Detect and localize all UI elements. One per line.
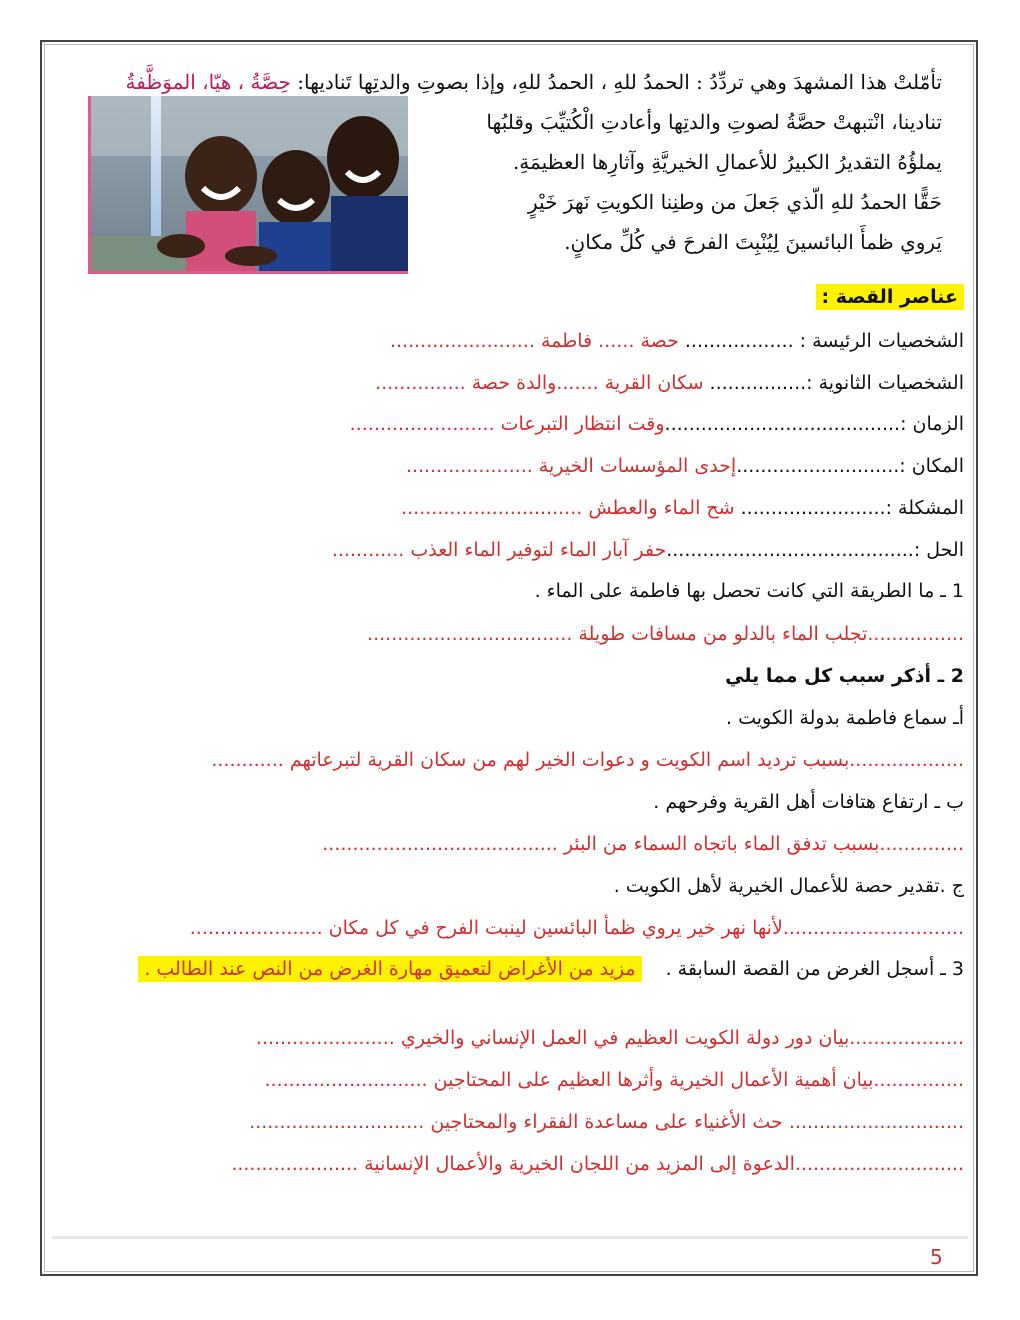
place-row [54,455,964,477]
story-line-1-highlight: حِصَّةُ ، هيّا، الموَظَّفةُ [125,70,291,94]
question-2a-answer: ...................بسبب ترديد اسم الكويت و دعوات الخير لهم من سكان القرية لتبرعاتهم ............ [211,749,964,771]
question-1-answer: ................تجلب الماء بالدلو من مسافات طويلة .................................. [367,623,964,645]
solution-row [54,539,964,561]
solution-label: الحل :......................................... [666,539,964,561]
problem-row [54,497,964,519]
main-characters-answer: حصة ...... فاطمة ........................ [389,330,685,352]
question-2c: ج .تقدير حصة للأعمال الخيرية لأهل الكويت . [613,875,964,897]
question-1: 1 ـ ما الطريقة التي كانت تحصل بها فاطمة على الماء . [534,580,964,602]
page-number: 5 [930,1245,943,1269]
story-line-3: يملؤُهُ التقديرُ الكبيرُ للأعمالِ الخيريَّةِ وآثارِها العظيمَةِ. [512,150,942,174]
question-2b: ب ـ ارتفاع هتافات أهل القرية وفرحهم . [653,791,964,813]
place-label: المكان :........................... [736,455,964,477]
question-2a: أـ سماع فاطمة بدولة الكويت . [725,707,964,729]
story-text [62,62,942,262]
question-3-answer-3: ............................. حث الأغنياء على مساعدة الفقراء والمحتاجين ............................. [249,1111,964,1133]
main-characters-label: الشخصيات الرئيسة : .................. [684,330,964,352]
question-3-row [54,958,964,980]
problem-label: المشكلة :........................ [740,497,964,519]
question-3-answer-4: ............................الدعوة إلى المزيد من اللجان الخيرية والأعمال الإنسانية ..................... [231,1153,964,1175]
question-3-answer-2: ...............بيان أهمية الأعمال الخيرية وأثرها العظيم على المحتاجين ........................... [264,1069,964,1091]
question-2: 2 ـ أذكر سبب كل مما يلي [725,665,964,687]
question-3-note: مزيد من الأغراض لتعميق مهارة الغرض من النص عند الطالب . [138,956,641,982]
question-2c-answer: ..............................لأنها نهر خير يروي ظمأ البائسين لينبت الفرح في كل مكان ...................... [189,917,964,939]
secondary-characters-answer: سكان القرية .......والدة حصة ............... [375,372,710,394]
question-3-answer-1: ...................بيان دور دولة الكويت العظيم في العمل الإنساني والخيري ....................... [255,1027,964,1049]
problem-answer: شح الماء والعطش .............................. [401,497,741,519]
story-line-2: تنادينا، انْتبهتْ حصَّةُ لصوتِ والدتِها وأعادتِ الْكُتيِّبَ وقلبُها [486,110,942,134]
story-line-4: حَقًّا الحمدُ للهِ الّذي جَعلَ من وطنِنا الكويتِ نَهرَ خَيْرٍ [528,190,942,214]
time-answer: وقت انتظار التبرعات ........................ [349,413,665,435]
elements-heading-row [54,286,964,308]
story-line-1-text: تأمّلتْ هذا المشهدَ وهي تردِّدُ : الحمدُ للهِ ، الحمدُ للهِ، وإذا بصوتِ والدتِها تَناديها: [290,70,942,94]
main-characters-row [54,330,964,352]
question-3: 3 ـ أسجل الغرض من القصة السابقة . [665,958,964,980]
question-2b-answer: ..............بسبب تدفق الماء باتجاه السماء من البئر ....................................... [322,833,964,855]
secondary-characters-label: الشخصيات الثانوية :................ [709,372,964,394]
solution-answer: حفر آبار الماء لتوفير الماء العذب ............ [331,539,667,561]
secondary-characters-row [54,372,964,394]
story-line-5: يَروي ظمأَ البائسينَ لِيُنْبِتَ الفرحَ في كُلِّ مكانٍ. [564,230,942,254]
time-label: الزمان :....................................... [664,413,964,435]
footer-divider [52,1236,968,1239]
time-row [54,413,964,435]
story-line-1 [62,62,942,102]
elements-heading: عناصر القصة : [816,284,964,310]
place-answer: إحدى المؤسسات الخيرية ..................... [405,455,737,477]
